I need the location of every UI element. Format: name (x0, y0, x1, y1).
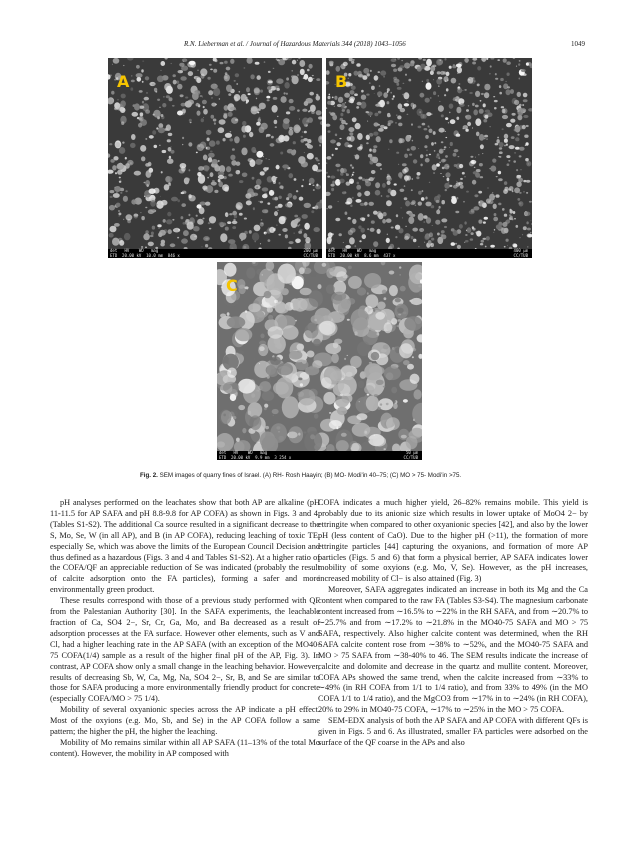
caption-text: SEM images of quarry fines of Israel. (A) RH- Rosh Haayin; (B) MO- Modi'in 40–75; (C) MO > 75- Modi'in >75. (159, 472, 462, 479)
panel-letter-b: B (335, 72, 348, 91)
caption-label: Fig. 2. (140, 472, 158, 479)
databar-line2-a: ETD 20.00 kV 10.0 mm 846 x (110, 252, 180, 258)
paragraph: pH analyses performed on the leachates show that both AP are alkaline (pH 11-11.5 for AP SAFA and pH 8.8-9.8 for AP COFA) as shown in Figs. 3 and 4, (Tables S1-S2). The additional Ca source resulted in a significant decrease to the S, Mo, Se, W (in all AP), and B (in AP COFA), reducing leaching of toxic TE, especially Se, which was above the limits of the European Council Decision and thus defined as a hazardous (Figs. 3 and 4 and Tables S1-S2). At a higher ratio of the COFA/QF an appreciable reduction of Se was indicated (probably the result of calcite adsorption onto the FA particles), forming a safer and more environmentally green product. (50, 498, 320, 595)
databar-scale-b: 400 µm (513, 248, 528, 253)
databar-lab-a: CC/TUB (303, 252, 318, 258)
databar-scale-a: 200 µm (303, 248, 318, 253)
databar-line1-c: det HV WD mag (219, 450, 275, 455)
paragraph: SEM-EDX analysis of both the AP SAFA and AP COFA with different QFs is given in Figs. 5 and 6. As illustrated, smaller FA particles were adsorbed on the surface of the QF coarse in the APs and also (318, 716, 588, 747)
databar-line1-b: det HV WD mag (328, 248, 384, 253)
page-number: 1049 (571, 40, 585, 48)
sem-texture-a (108, 58, 322, 249)
databar-lab-b: CC/TUB (513, 252, 528, 258)
sem-image-a (108, 58, 322, 258)
panel-letter-a: A (117, 72, 130, 91)
databar-line1-a: det HV WD mag (110, 248, 166, 253)
sem-texture-b (326, 58, 532, 249)
paragraph: COFA indicates a much higher yield, 26–82% remains mobile. This yield is probably due to its anionic size which results in lower uptake of MoO4 2− by ettringite when compared to other oxyanionic species [42], and also by the lower pH (less content of CaO). Due to the higher pH (>11), the formation of more ettringite particles [44] capturing the oxyanions, and formation of more AP particles (Figs. 5 and 6) that form a physical berrier, AP SAFA indicates lower mobility of some oxyions (e.g. Mo, V, Se). However, as the pH increases, increased mobility of Cl− is also attained (Fig. 3) (318, 498, 588, 584)
paragraph: Moreover, SAFA aggregates indicated an increase in both its Mg and the Ca content when compared to the raw FA (Tables S3-S4). The magnesium carbonate content increased from ∼16.5% to ∼22% in the RH SAFA, and from ∼20.7% to ∼25.7% and from ∼17.2% to ∼21.8% in the MO40-75 SAFA and MO > 75 SAFA, respectively. Also higher calcite content was determined, when the RH SAFA calcite content rose from ∼38% to ∼52%, and the MO40-75 SAFA and MO > 75 SAFA from ∼38-40% to 46. The SEM results indicate the increase of calcite and dolomite and decrease in the quartz and mullite content. Moreover, COFA APs showed the same trend, when the calcite increased from ∼33% to ∼49% (in RH COFA from 1/1 to 1/4 ratio), and from 33% to 49% (in the MO COFA 1/1 to 1/4 ratio), and the MgCO3 from ∼17% in to ∼24% (in RH COFA), 20% to 29% in MO40-75 COFA, ∼17% to ∼25% in the MO > 75 COFA. (318, 585, 588, 715)
right-column (318, 498, 588, 749)
running-title: R.N. Lieberman et al. / Journal of Hazardous Materials 344 (2018) 1043–1056 (184, 40, 406, 48)
paragraph: Mobility of Mo remains similar within all AP SAFA (11–13% of the total Mo content). However, the mobility in AP composed with (50, 737, 320, 758)
databar-lab-c: CC/TUB (403, 454, 418, 460)
databar-line2-c: ETD 20.00 kV 9.9 mm 3 254 x (219, 454, 292, 460)
sem-texture-c (217, 262, 422, 451)
sem-databar-a (108, 249, 322, 258)
figure-caption (140, 472, 540, 479)
databar-line2-b: ETD 20.00 kV 8.6 mm 437 x (328, 252, 396, 258)
sem-image-c (217, 262, 422, 460)
panel-letter-c: C (226, 276, 238, 295)
databar-scale-c: 50 µm (405, 450, 418, 455)
running-header (0, 40, 638, 54)
sem-databar-c (217, 451, 422, 460)
sem-image-b (326, 58, 532, 258)
sem-databar-b (326, 249, 532, 258)
left-column (50, 498, 320, 760)
paragraph: Mobility of several oxyanionic species across the AP indicate a pH effect. Most of the oxyions (e.g. Mo, Sb, and Se) in the AP COFA follow a same pattern; the higher the pH, the higher the leaching. (50, 705, 320, 737)
paragraph: These results correspond with those of a previous study performed with QF from the Palestanian Authority [30]. In the SAFA experiments, the leachable fraction of Ca, SO4 2−, Sr, Cr, Ga, Mo, and Ba decreased as a result of adsorption processes at the FA surface. However other elements, such as V and Cl, had a higher leaching rate in the AP SAFA (with an exception of the MO40-75 COFA(1/4) sample as a result of the higher final pH of the AP, Fig. 3). In contrast, AP COFA show only a small change in the leaching behavior. However, results of decreasing Sb, W, Ca, Mg, Na, SO4 2−, Sr, B, and Se are similar to those for SAFA producing a more environmentally friendly product for concrete (especially COFA/MO > 75 1/4). (50, 596, 320, 704)
